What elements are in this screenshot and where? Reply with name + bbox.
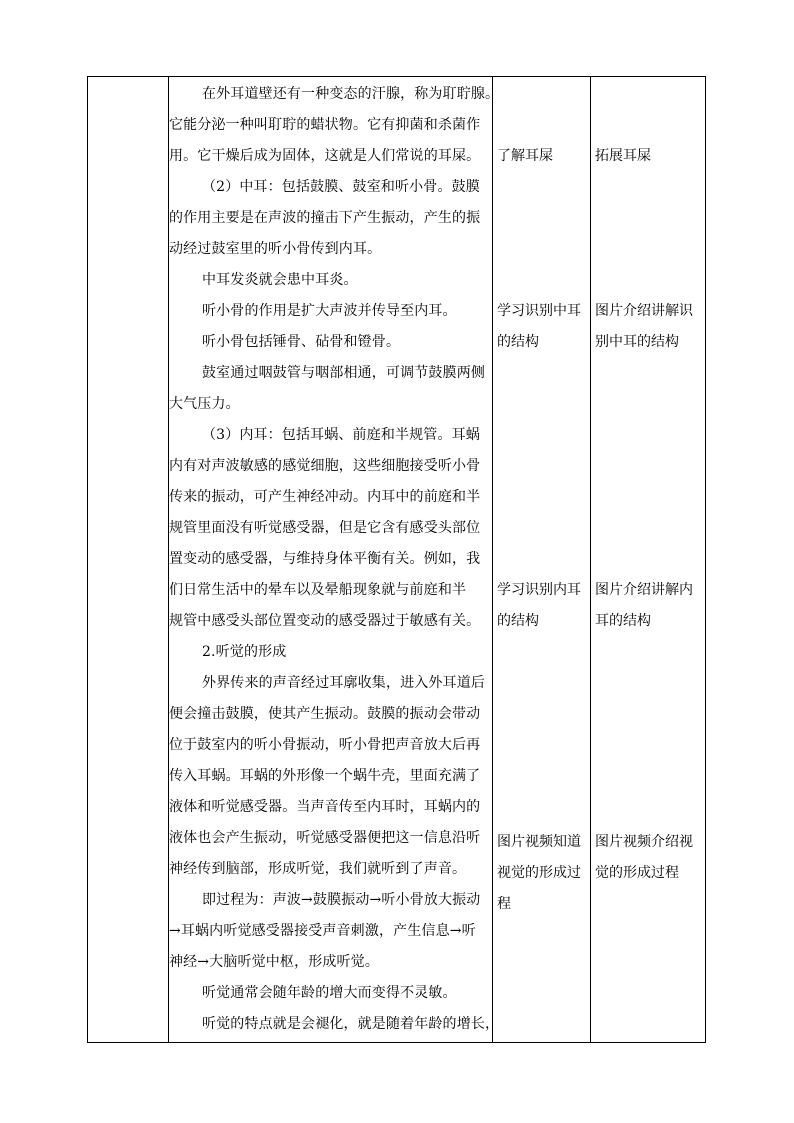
text-line: 听觉的特点就是会褪化，就是随着年龄的增长，	[202, 1016, 500, 1032]
text-line: 规管里面没有听觉感受器，但是它含有感受头部位	[169, 520, 481, 536]
student-activity-cell: 学习识别内耳	[497, 582, 581, 598]
text-line: 传入耳蜗。耳蜗的外形像一个蜗牛壳，里面充满了	[169, 768, 481, 784]
design-intent-cell: 耳的结构	[595, 613, 651, 629]
text-line: 它能分泌一种叫耵聍的蜡状物。它有抑菌和杀菌作	[169, 117, 481, 133]
text-line: （3）内耳：包括耳蜗、前庭和半规管。耳蜗	[202, 427, 480, 443]
design-intent-cell: 图片介绍讲解识	[595, 303, 693, 319]
text-line: 神经→大脑听觉中枢，形成听觉。	[169, 954, 379, 970]
design-intent-cell: 图片视频介绍视	[595, 834, 693, 850]
text-line: 们日常生活中的晕车以及晕船现象就与前庭和半	[169, 582, 467, 598]
text-line: 神经传到脑部，形成听觉，我们就听到了声音。	[169, 861, 467, 877]
text-line: 即过程为：声波→鼓膜振动→听小骨放大振动	[202, 892, 481, 908]
student-activity-cell: 了解耳屎	[497, 148, 553, 164]
column-divider	[590, 77, 591, 1042]
student-activity-cell: 图片视频知道	[497, 834, 581, 850]
student-activity-cell: 视觉的形成过	[497, 865, 581, 881]
text-line: →耳蜗内听觉感受器接受声音刺激，产生信息→听	[169, 923, 476, 939]
text-line: 听小骨的作用是扩大声波并传导至内耳。	[202, 303, 457, 319]
student-activity-cell: 学习识别中耳	[497, 303, 581, 319]
text-line: 听小骨包括锤骨、砧骨和镫骨。	[202, 334, 401, 350]
text-line: 的作用主要是在声波的撞击下产生振动，产生的振	[169, 210, 481, 226]
text-line: 便会撞击鼓膜，使其产生振动。鼓膜的振动会带动	[169, 706, 481, 722]
text-line: 内有对声波敏感的感觉细胞，这些细胞接受听小骨	[169, 458, 481, 474]
text-line: 听觉通常会随年龄的增大而变得不灵敏。	[202, 985, 457, 1001]
text-line: 中耳发炎就会患中耳炎。	[202, 272, 358, 288]
design-intent-cell: 觉的形成过程	[595, 865, 679, 881]
text-line: 传来的振动，可产生神经冲动。内耳中的前庭和半	[169, 489, 481, 505]
text-line: 液体和听觉感受器。当声音传至内耳时，耳蜗内的	[169, 799, 481, 815]
text-line: 大气压力。	[169, 396, 240, 412]
text-line: 鼓室通过咽鼓管与咽部相通，可调节鼓膜两侧	[202, 365, 485, 381]
text-line: （2）中耳：包括鼓膜、鼓室和听小骨。鼓膜	[202, 179, 480, 195]
design-intent-cell: 图片介绍讲解内	[595, 582, 693, 598]
section-heading: 2.听觉的形成	[202, 644, 287, 660]
text-line: 用。它干燥后成为固体，这就是人们常说的耳屎。	[169, 148, 481, 164]
text-line: 液体也会产生振动，听觉感受器便把这一信息沿听	[169, 830, 481, 846]
student-activity-cell: 的结构	[497, 334, 539, 350]
text-line: 位于鼓室内的听小骨振动，听小骨把声音放大后再	[169, 737, 481, 753]
student-activity-cell: 的结构	[497, 613, 539, 629]
student-activity-cell: 程	[497, 896, 511, 912]
text-line: 动经过鼓室里的听小骨传到内耳。	[169, 241, 382, 257]
design-intent-cell: 别中耳的结构	[595, 334, 679, 350]
text-line: 外界传来的声音经过耳廓收集，进入外耳道后	[202, 675, 485, 691]
text-line: 在外耳道壁还有一种变态的汗腺，称为耵聍腺。	[202, 86, 500, 102]
lesson-table	[87, 76, 706, 1043]
text-line: 规管中感受头部位置变动的感受器过于敏感有关。	[169, 613, 481, 629]
design-intent-cell: 拓展耳屎	[595, 148, 651, 164]
text-line: 置变动的感受器，与维持身体平衡有关。例如，我	[169, 551, 481, 567]
